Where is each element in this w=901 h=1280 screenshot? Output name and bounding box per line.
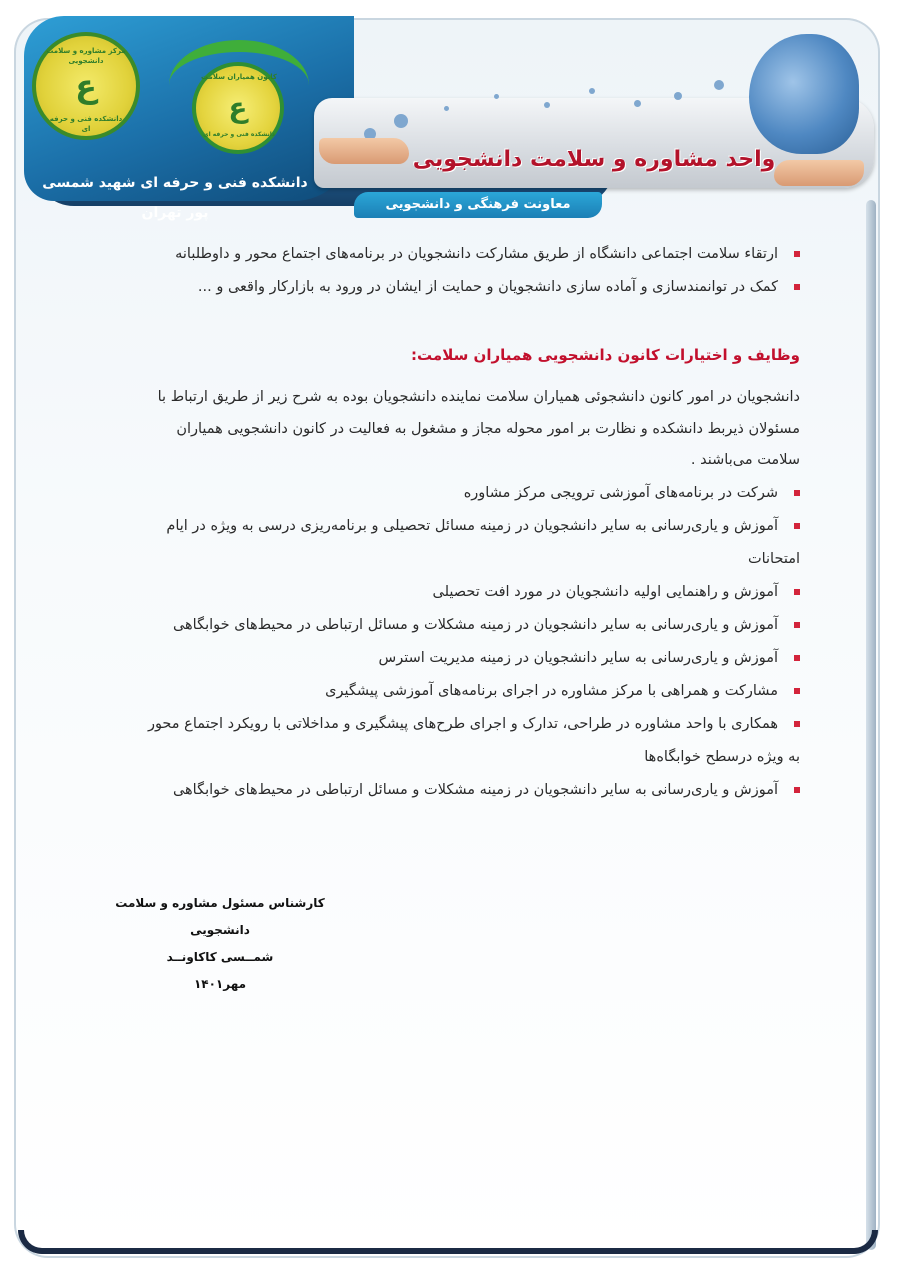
duty-text: مشارکت و همراهی با مرکز مشاوره در اجرای برنامه‌های آموزشی پیشگیری xyxy=(325,682,778,699)
duty-text-continued: به ویژه درسطح خوابگاه‌ها xyxy=(644,748,800,765)
logo-bottom-text: دانشکده فنی و حرفه ای xyxy=(203,131,275,138)
header-title: واحد مشاوره و سلامت دانشجویی xyxy=(412,147,776,172)
bullet-icon xyxy=(794,284,800,290)
bullet-icon xyxy=(794,622,800,628)
gear-icon xyxy=(394,114,408,128)
section-paragraph xyxy=(100,382,800,477)
gear-icon xyxy=(674,92,682,100)
letterhead xyxy=(14,10,884,220)
duty-item xyxy=(100,774,800,807)
left-hand-icon xyxy=(319,138,409,164)
section-heading: وظایف و اختیارات کانون دانشجویی همیاران سلامت: xyxy=(411,346,800,364)
bullet-icon xyxy=(794,655,800,661)
paragraph-line: مسئولان ذیربط دانشکده و نظارت بر امور محوله مجاز و مشغول به فعالیت در کانون دانشجویی همیاران xyxy=(176,420,800,437)
paragraph-line: دانشجویان در امور کانون دانشجوئی همیاران سلامت نماینده دانشجویان بوده به شرح زیر از طریق ارتباط با xyxy=(157,389,800,405)
bullet-icon xyxy=(794,589,800,595)
gear-icon xyxy=(444,106,449,111)
gear-icon xyxy=(544,102,550,108)
frame-bottom-edge xyxy=(18,1230,878,1254)
list-item xyxy=(100,238,800,271)
logo-monogram-icon: ع xyxy=(75,67,97,105)
duty-text: شرکت در برنامه‌های آموزشی ترویجی مرکز مشاوره xyxy=(463,484,778,501)
duty-item xyxy=(100,477,800,510)
school-name: دانشکده فنی و حرفه ای شهید شمسی پور تهران xyxy=(42,175,308,221)
bullet-icon xyxy=(794,787,800,793)
signature-name: شمــسی کاکاونــد xyxy=(166,950,274,964)
counselling-center-logo xyxy=(32,32,140,140)
header-subtitle: معاونت فرهنگی و دانشجویی xyxy=(385,197,571,212)
document-body xyxy=(100,238,800,807)
signature-block xyxy=(110,890,330,998)
signature-role: کارشناس مسئول مشاوره و سلامت دانشجویی xyxy=(115,896,325,937)
gear-icon xyxy=(494,94,499,99)
duty-text: آموزش و راهنمایی اولیه دانشجویان در مورد افت تحصیلی xyxy=(432,583,778,600)
duty-item xyxy=(100,576,800,609)
bullet-icon xyxy=(794,688,800,694)
list-item xyxy=(100,271,800,304)
list-item-text: ارتقاء سلامت اجتماعی دانشگاه از طریق مشارکت دانشجویان در برنامه‌های اجتماع محور و داوطلبانه xyxy=(175,246,778,262)
health-helpers-club-logo xyxy=(192,62,284,154)
paragraph-line: سلامت می‌باشند . xyxy=(690,452,800,468)
bullet-icon xyxy=(794,251,800,257)
bullet-icon xyxy=(794,523,800,529)
duty-text: آموزش و یاری‌رسانی به سایر دانشجویان در زمینه مشکلات و مسائل ارتباطی در محیط‌های خوابگاهی xyxy=(172,781,778,798)
logo-ring-text: کانون همیاران سلامت xyxy=(201,73,277,81)
brain-icon xyxy=(749,34,859,154)
duty-text: آموزش و یاری‌رسانی به سایر دانشجویان در زمینه مدیریت استرس xyxy=(378,649,778,666)
logo-ring-text: مرکز مشاوره و سلامت دانشجویی xyxy=(46,47,126,65)
bullet-icon xyxy=(794,490,800,496)
gear-icon xyxy=(589,88,595,94)
duty-item xyxy=(100,642,800,675)
duty-item xyxy=(100,510,800,576)
gear-icon xyxy=(634,100,641,107)
duty-item xyxy=(100,609,800,642)
gear-icon xyxy=(714,80,724,90)
duty-item xyxy=(100,708,800,774)
right-hand-icon xyxy=(774,160,864,186)
logo-monogram-icon: ع xyxy=(228,91,248,124)
duty-item xyxy=(100,675,800,708)
frame-right-edge xyxy=(866,200,876,1250)
logo-bottom-text: دانشکده فنی و حرفه ای xyxy=(49,115,123,133)
signature-date: مهر۱۴۰۱ xyxy=(193,977,247,991)
duty-text: آموزش و یاری‌رسانی به سایر دانشجویان در زمینه مشکلات و مسائل ارتباطی در محیط‌های خوابگاهی xyxy=(172,616,778,633)
list-item-text: کمک در توانمندسازی و آماده سازی دانشجویان و حمایت از ایشان در ورود به بازارکار واقعی و ... xyxy=(197,279,778,295)
duty-text: آموزش و یاری‌رسانی به سایر دانشجویان در زمینه مسائل تحصیلی و برنامه‌ریزی درسی به ویژه در ایام xyxy=(166,517,778,534)
duty-text: همکاری با واحد مشاوره در طراحی، تدارک و اجرای طرح‌های پیشگیری و مداخلاتی با رویکرد اجتماع محور xyxy=(147,715,778,732)
duty-text-continued: امتحانات xyxy=(747,550,800,567)
bullet-icon xyxy=(794,721,800,727)
